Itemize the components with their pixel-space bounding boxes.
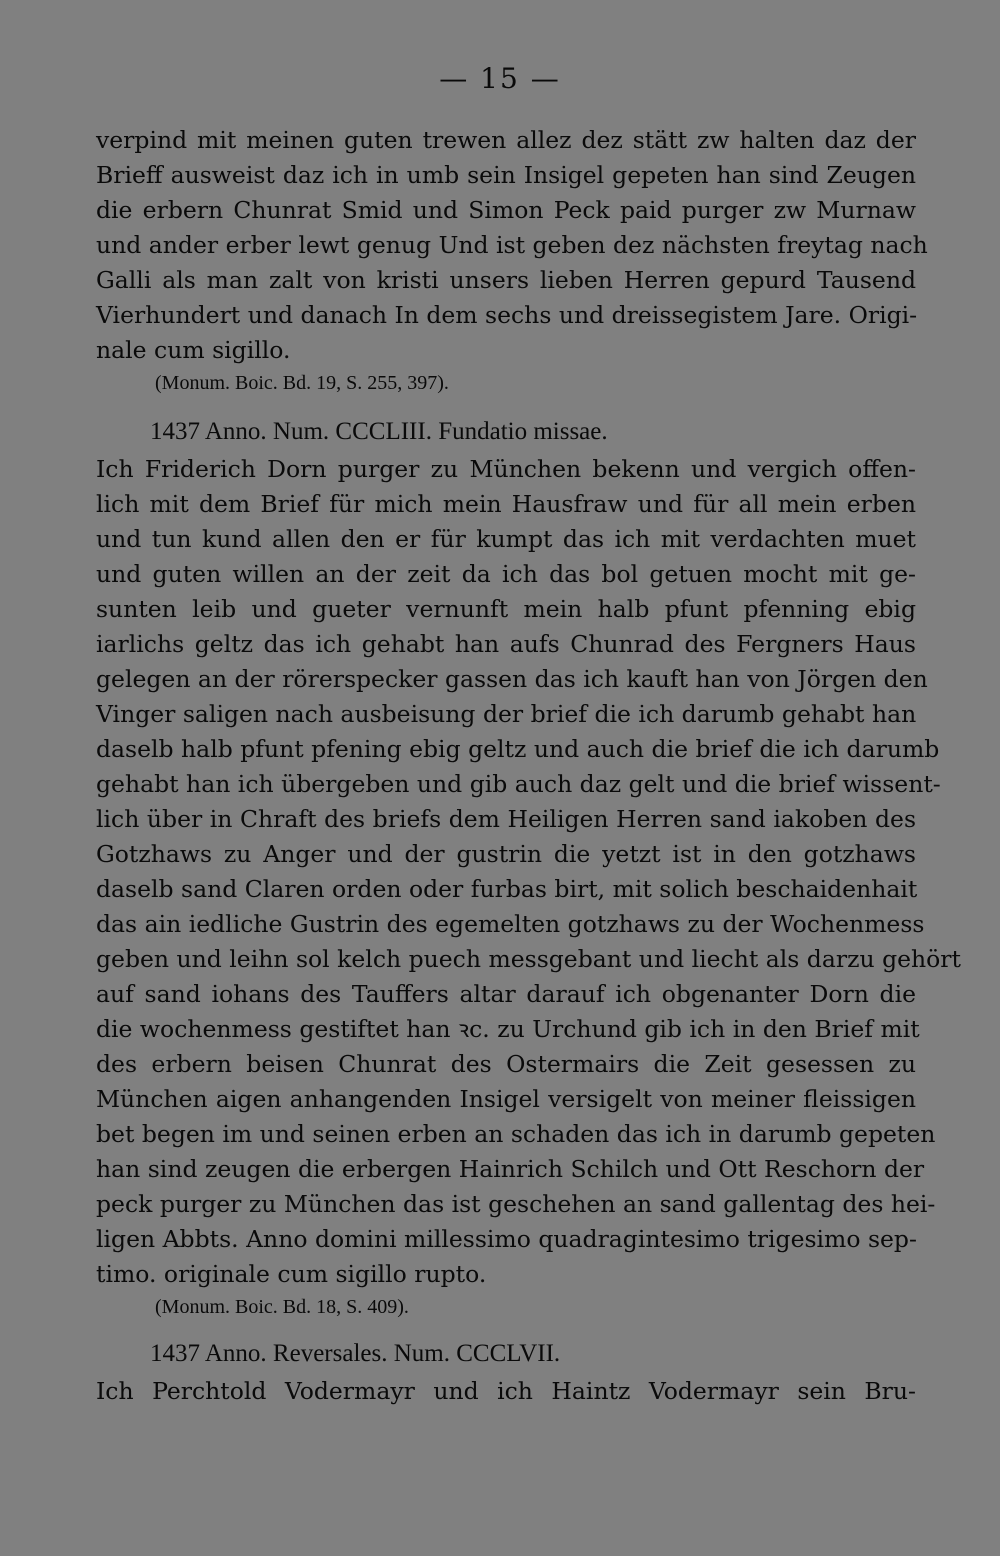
citation: (Monum. Boic. Bd. 19, S. 255, 397).	[155, 372, 449, 394]
text-line: die wochenmess gestiftet han ꝛc. zu Urchund gib ich in den Brief mit	[96, 1015, 920, 1043]
entry-heading: 1437 Anno. Num. CCCLIII. Fundatio missae.	[150, 418, 608, 445]
text-line: gehabt han ich übergeben und gib auch daz gelt und die brief wissent-	[96, 770, 941, 798]
text-line: Gotzhaws zu Anger und der gustrin die yetzt ist in den gotzhaws	[96, 840, 916, 868]
text-line: iarlichs geltz das ich gehabt han aufs Chunrad des Fergners Haus	[96, 630, 916, 658]
text-line: des erbern beisen Chunrat des Ostermairs die Zeit gesessen zu	[96, 1050, 916, 1078]
text-line: gelegen an der rörerspecker gassen das ich kauft han von Jörgen den	[96, 665, 928, 693]
text-line: nale cum sigillo.	[96, 336, 291, 364]
entry-heading: 1437 Anno. Reversales. Num. CCCLVII.	[150, 1340, 561, 1367]
page-number: — 15 —	[439, 62, 561, 95]
citation: (Monum. Boic. Bd. 18, S. 409).	[155, 1296, 409, 1318]
text-line: München aigen anhangenden Insigel versigelt von meiner fleissigen	[96, 1085, 916, 1113]
text-line: daselb sand Claren orden oder furbas birt, mit solich beschaidenhait	[96, 875, 918, 903]
text-line: Galli als man zalt von kristi unsers lieben Herren gepurd Tausend	[96, 266, 916, 294]
text-line: lich über in Chraft des briefs dem Heiligen Herren sand iakoben des	[96, 805, 916, 833]
text-line: auf sand iohans des Tauffers altar darauf ich obgenanter Dorn die	[96, 980, 916, 1008]
text-line: und guten willen an der zeit da ich das bol getuen mocht mit ge-	[96, 560, 916, 588]
text-line: daselb halb pfunt pfening ebig geltz und auch die brief die ich darumb	[96, 735, 940, 763]
text-line: sunten leib und gueter vernunft mein halb pfunt pfenning ebig	[96, 595, 916, 623]
text-line: und ander erber lewt genug Und ist geben dez nächsten freytag nach	[96, 231, 928, 259]
text-line: timo. originale cum sigillo rupto.	[96, 1260, 487, 1288]
text-line: lich mit dem Brief für mich mein Hausfraw und für all mein erben	[96, 490, 916, 518]
text-line: die erbern Chunrat Smid und Simon Peck paid purger zw Murnaw	[96, 196, 916, 224]
text-line: verpind mit meinen guten trewen allez dez stätt zw halten daz der	[96, 126, 916, 154]
text-line: geben und leihn sol kelch puech messgebant und liecht als darzu gehört	[96, 945, 961, 973]
text-line: Ich Perchtold Vodermayr und ich Haintz Vodermayr sein Bru-	[96, 1377, 916, 1405]
text-line: und tun kund allen den er für kumpt das ich mit verdachten muet	[96, 525, 916, 553]
text-line: Vinger saligen nach ausbeisung der brief die ich darumb gehabt han	[96, 700, 917, 728]
text-line: Brieff ausweist daz ich in umb sein Insigel gepeten han sind Zeugen	[96, 161, 916, 189]
text-line: han sind zeugen die erbergen Hainrich Schilch und Ott Reschorn der	[96, 1155, 925, 1183]
text-line: ligen Abbts. Anno domini millessimo quadragintesimo trigesimo sep-	[96, 1225, 917, 1253]
text-line: Vierhundert und danach In dem sechs und dreissegistem Jare. Origi-	[96, 301, 918, 329]
text-line: das ain iedliche Gustrin des egemelten gotzhaws zu der Wochenmess	[96, 910, 925, 938]
text-line: Ich Friderich Dorn purger zu München bekenn und vergich offen-	[96, 455, 916, 483]
text-line: bet begen im und seinen erben an schaden das ich in darumb gepeten	[96, 1120, 936, 1148]
text-line: peck purger zu München das ist geschehen an sand gallentag des hei-	[96, 1190, 936, 1218]
